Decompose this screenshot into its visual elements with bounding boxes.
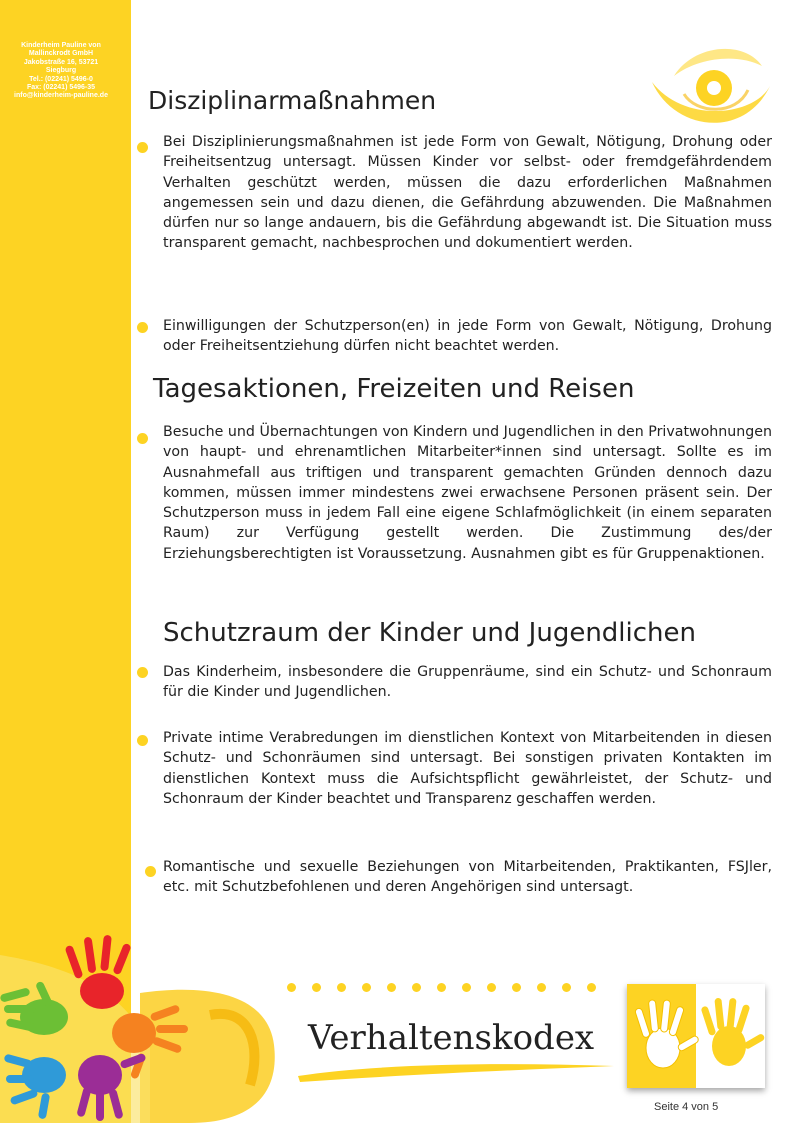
footer-title: Verhaltenskodex bbox=[308, 1018, 595, 1058]
dot-icon bbox=[287, 983, 296, 992]
bullet-icon bbox=[145, 866, 156, 877]
dot-icon bbox=[387, 983, 396, 992]
dot-icon bbox=[362, 983, 371, 992]
dot-icon bbox=[537, 983, 546, 992]
dot-icon bbox=[562, 983, 571, 992]
dot-icon bbox=[337, 983, 346, 992]
bullet-icon bbox=[137, 667, 148, 678]
brush-stroke-icon bbox=[296, 1058, 616, 1084]
dot-icon bbox=[312, 983, 321, 992]
dot-icon bbox=[437, 983, 446, 992]
contact-email: info@kinderheim-pauline.de bbox=[14, 92, 108, 100]
dot-icon bbox=[462, 983, 471, 992]
bullet-icon bbox=[137, 142, 148, 153]
section-paragraph: Einwilligungen der Schutzperson(en) in jede Form von Gewalt, Nötigung, Drohung oder Freiheitsentziehung dürfen nicht beachtet werden. bbox=[163, 318, 772, 355]
contact-line: Kinderheim Pauline von bbox=[21, 42, 101, 49]
section-paragraph: Bei Disziplinierungsmaßnahmen ist jede Form von Gewalt, Nötigung, Drohung oder Freiheitsentzug untersagt. Müssen Kinder vor selbst- oder fremdgefährdendem Verhalten geschützt werden, müssen die dazu erforderlichen Maßnahmen angemessen sein und dazu dienen, die Gefährdung abzuwenden. Die Maßnahmen dürfen nur so lange andauern, bis die Gefährdung abgewandt ist. Die Situation muss transparent gemacht, nachbesprochen und dokumentiert werden. bbox=[163, 134, 772, 252]
section-heading: Schutzraum der Kinder und Jugendlichen bbox=[163, 618, 696, 648]
dot-icon bbox=[487, 983, 496, 992]
section-paragraph: Private intime Verabredungen im dienstlichen Kontext von Mitarbeitenden in diesen Schutz- und Schonräumen sind untersagt. Bei sonstigen privaten Kontakten im dienstlichen Kontext muss die Aufsichtspflicht gewährleistet, der Schutz- und Schonraum der Kinder beachtet und Transparenz geschaffen werden. bbox=[163, 730, 772, 807]
contact-line: Siegburg bbox=[45, 67, 77, 75]
contact-line: Tel.: (02241) 5496-0 bbox=[29, 75, 93, 83]
section-paragraph: Das Kinderheim, insbesondere die Gruppenräume, sind ein Schutz- und Schonraum für die Kinder und Jugendlichen. bbox=[163, 664, 772, 701]
section-heading: Disziplinarmaßnahmen bbox=[148, 86, 437, 115]
eye-logo-icon bbox=[644, 36, 776, 132]
colorful-hands-illustration bbox=[0, 925, 290, 1123]
contact-line: Mallinckrodt GmbH bbox=[28, 50, 94, 58]
hands-logo-icon bbox=[627, 984, 765, 1088]
contact-line: Jakobstraße 16, 53721 bbox=[23, 58, 99, 66]
contact-block bbox=[0, 42, 122, 101]
bullet-icon bbox=[137, 322, 148, 333]
bullet-icon bbox=[137, 433, 148, 444]
dot-icon bbox=[587, 983, 596, 992]
dot-icon bbox=[412, 983, 421, 992]
dot-icon bbox=[512, 983, 521, 992]
section-paragraph: Romantische und sexuelle Beziehungen von Mitarbeitenden, Praktikanten, FSJler, etc. mit Schutzbefohlenen und deren Angehörigen sind untersagt. bbox=[163, 859, 772, 896]
section-paragraph: Besuche und Übernachtungen von Kindern und Jugendlichen in den Privatwohnungen von haupt- und ehrenamtlichen Mitarbeiter*innen sind untersagt. Sollte es im Ausnahmefall aus triftigen und transparent gemachten Gründen dennoch dazu kommen, müssen immer mindestens zwei erwachsene Personen präsent sein. Der Schutzperson muss in jedem Fall eine eigene Schlafmöglichkeit (in einem separaten Raum) zur Verfügung gestellt werden. Die Zustimmung des/der Erziehungsberechtigten ist Voraussetzung. Ausnahmen gibt es für Gruppenaktionen. bbox=[163, 424, 772, 562]
bullet-icon bbox=[137, 735, 148, 746]
page-number: Seite 4 von 5 bbox=[654, 1101, 719, 1113]
contact-line: Fax: (02241) 5496-35 bbox=[26, 84, 96, 92]
hands-logo bbox=[627, 984, 765, 1088]
section-heading: Tagesaktionen, Freizeiten und Reisen bbox=[153, 374, 635, 404]
